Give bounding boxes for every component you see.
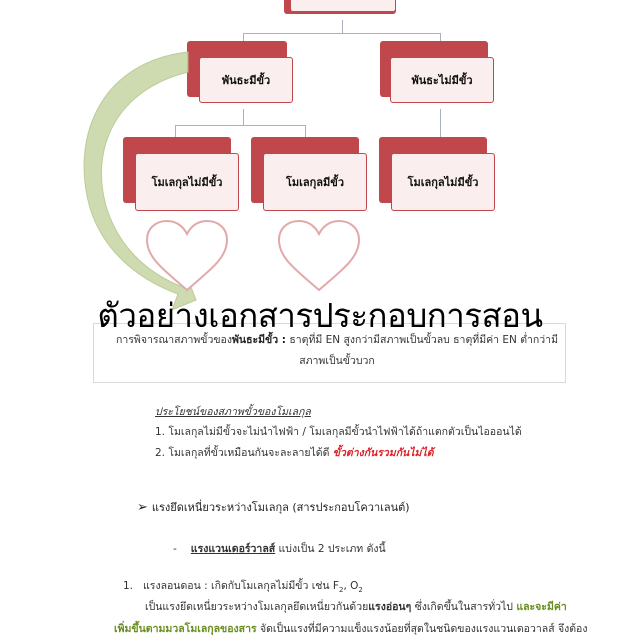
vdw-rest: แบ่งเป็น 2 ประเภท ดังนี้ xyxy=(275,543,386,555)
para-l1d: และจะมีค่า xyxy=(516,601,567,613)
benefits-title: ประโยชน์ของสภาพขั้วของโมเลกุล xyxy=(155,406,311,418)
definition-line2: สภาพเป็นขั้วบวก xyxy=(299,355,375,367)
definition-term: พันธะมีขั้ว : xyxy=(231,334,286,346)
connector-l1-right-stem xyxy=(440,109,441,137)
definition-prefix: การพิจารณาสภาพขั้วของ xyxy=(116,334,232,346)
list-sep: , O xyxy=(343,580,359,592)
node-polar-bond: พันธะมีขั้ว xyxy=(187,41,293,105)
list-item-london xyxy=(123,577,363,594)
paragraph-line-2 xyxy=(114,620,588,637)
vdw-term: แรงแวนเดอร์วาลส์ xyxy=(190,543,276,555)
paragraph-line-1 xyxy=(145,598,567,615)
section-heading xyxy=(137,498,410,516)
diagram-top-node xyxy=(284,0,402,20)
benefit-item-2 xyxy=(155,444,434,461)
para-l2b: จัดเป็นแรงที่มีความแข็งแรงน้อยที่สุดในชนิดของแรงแวนเดอวาลส์ จึงต้อง xyxy=(256,623,588,635)
heart-icon xyxy=(276,218,362,294)
node-nonpolar-bond: พันธะไม่มีขั้ว xyxy=(380,41,494,105)
arrow-bullet-icon: ➢ xyxy=(137,500,148,515)
connector-l2-b-drop xyxy=(305,125,306,137)
list-text: แรงลอนดอน : เกิดกับโมเลกุลไม่มีขั้ว เช่น F xyxy=(143,580,339,592)
para-l2a: เพิ่มขึ้นตามมวลโมเลกุลของสาร xyxy=(114,623,257,635)
watermark-text: ตัวอย่างเอกสารประกอบการสอน xyxy=(97,296,543,335)
node-polar-molecule: โมเลกุลมีขั้ว xyxy=(251,137,369,215)
section-heading-text: แรงยึดเหนี่ยวระหว่างโมเลกุล (สารประกอบโควาเลนต์) xyxy=(151,501,410,514)
definition-text xyxy=(112,330,562,372)
definition-rest: ธาตุที่มี EN สูงกว่ามีสภาพเป็นขั้วลบ ธาตุที่มีค่า EN ต่ำกว่ามี xyxy=(285,334,558,346)
subscript-1: 2 xyxy=(338,586,344,595)
connector-left-drop xyxy=(243,33,244,41)
vdw-line xyxy=(173,540,386,557)
para-l1b: แรงอ่อนๆ xyxy=(368,601,412,613)
connector-top-bar xyxy=(243,33,441,34)
heart-icon xyxy=(144,218,230,294)
connector-l1-left-stem xyxy=(243,109,244,125)
node-nonpolar-molecule-right: โมเลกุลไม่มีขั้ว xyxy=(379,137,497,215)
para-l1a: เป็นแรงยึดเหนี่ยวระหว่างโมเลกุลยึดเหนี่ยวกันด้วย xyxy=(145,601,369,613)
connector-right-drop xyxy=(440,33,441,41)
list-number: 1. xyxy=(123,580,134,592)
benefit-item-2-text: 2. โมเลกุลที่ขั้วเหมือนกันจะละลายได้ดี xyxy=(155,447,333,459)
para-l1c: ซึ่งเกิดขึ้นในสารทั่วไป xyxy=(411,601,517,613)
dash-bullet: - xyxy=(173,543,177,555)
benefit-item-1: 1. โมเลกุลไม่มีขั้วจะไม่นำไฟฟ้า / โมเลกุลมีขั้วนำไฟฟ้าได้ถ้าแตกตัวเป็นไอออนได้ xyxy=(155,426,522,438)
subscript-2: 2 xyxy=(358,586,363,595)
benefit-item-2-highlight: ขั้วต่างกันรวมกันไม่ได้ xyxy=(332,447,434,459)
node-nonpolar-molecule-left: โมเลกุลไม่มีขั้ว xyxy=(123,137,241,215)
connector-top-stem xyxy=(342,20,343,34)
